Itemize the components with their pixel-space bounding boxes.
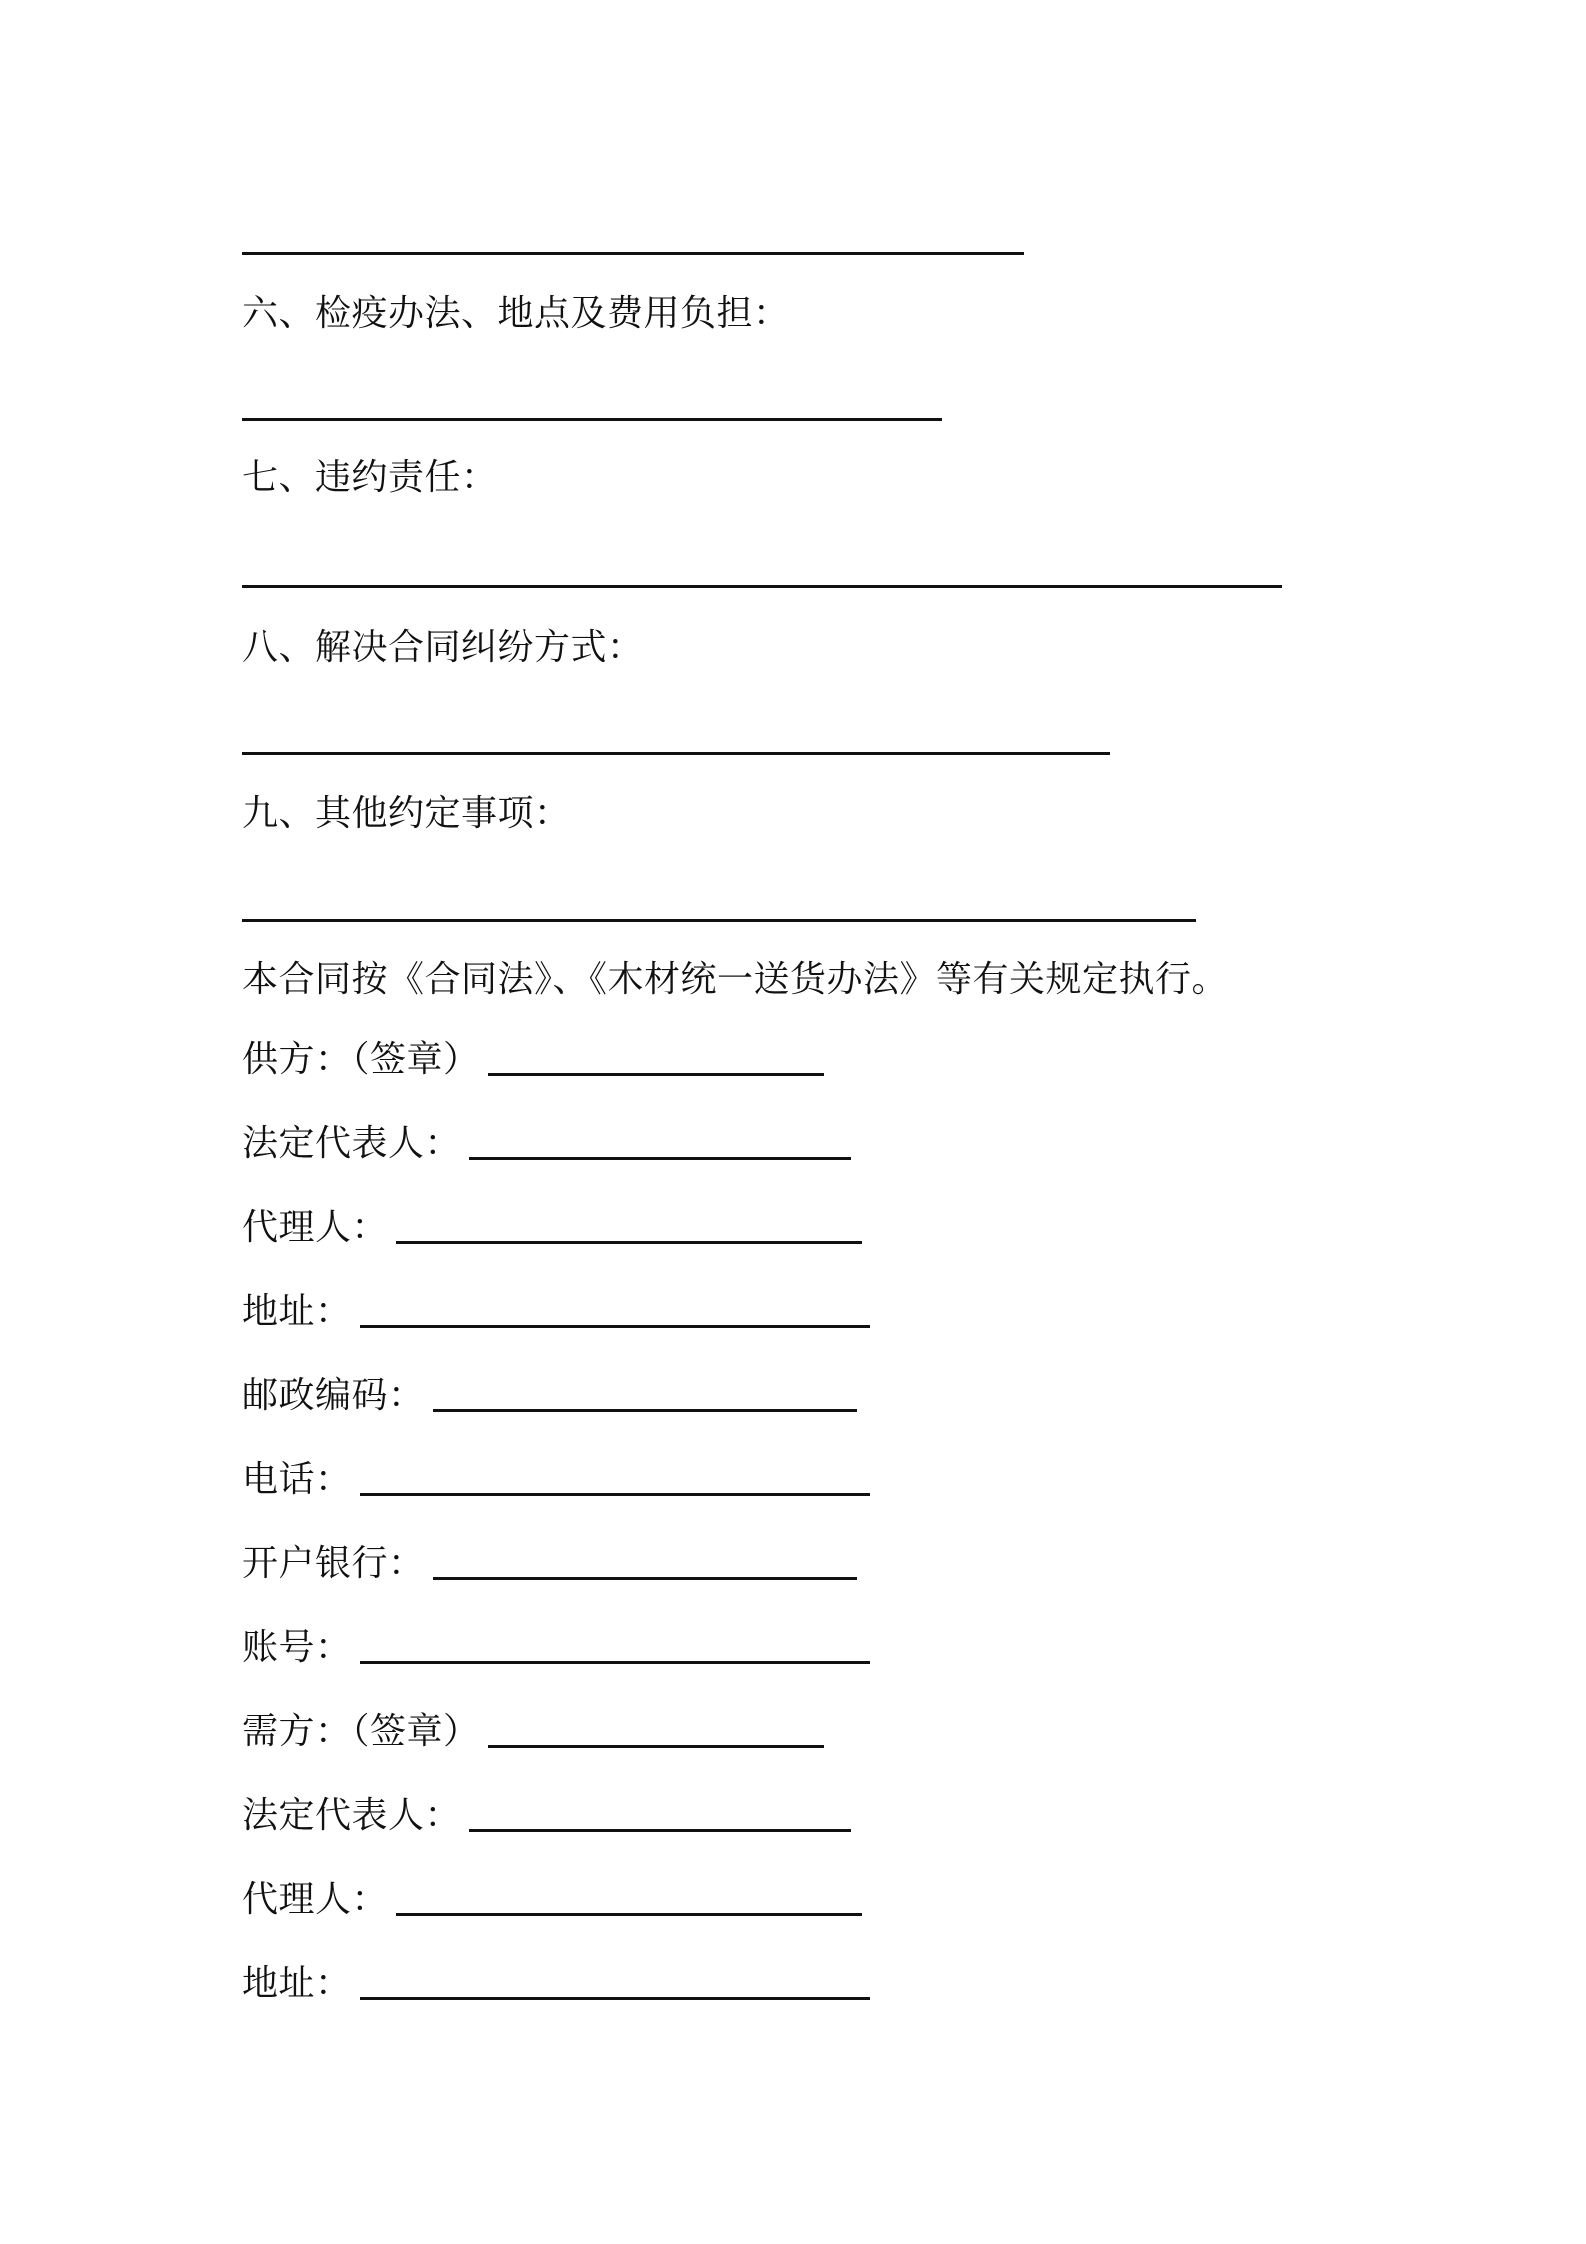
supplier-bank-line[interactable]	[433, 1577, 857, 1580]
supplier-agent-row	[242, 1202, 862, 1250]
supplier-address-label: 地址：	[242, 1291, 352, 1332]
supplier-phone-label: 电话：	[242, 1459, 352, 1500]
supplier-agent-line[interactable]	[396, 1241, 862, 1244]
supplier-account-label: 账号：	[242, 1627, 352, 1668]
supplier-account-row	[242, 1622, 870, 1670]
section-7-answer-line[interactable]	[242, 585, 1282, 588]
supplier-phone-row	[242, 1454, 870, 1502]
section-6-title: 六、检疫办法、地点及费用负担：	[242, 293, 790, 334]
supplier-bank-row	[242, 1538, 857, 1586]
section-9-answer-line[interactable]	[242, 919, 1196, 922]
supplier-legal-rep-line[interactable]	[469, 1157, 851, 1160]
buyer-address-row	[242, 1958, 870, 2006]
buyer-address-label: 地址：	[242, 1963, 352, 2004]
section-9-title: 九、其他约定事项：	[242, 793, 571, 834]
section-8-title: 八、解决合同纠纷方式：	[242, 627, 644, 668]
supplier-account-line[interactable]	[360, 1661, 870, 1664]
buyer-party-label: 需方：（签章）	[242, 1711, 480, 1752]
supplier-legal-rep-row	[242, 1118, 851, 1166]
buyer-legal-rep-label: 法定代表人：	[242, 1795, 462, 1836]
contract-basis-statement: 本合同按《合同法》、《木材统一送货办法》等有关规定执行。	[242, 959, 1229, 1000]
buyer-agent-label: 代理人：	[242, 1879, 389, 1920]
supplier-signature-line[interactable]	[488, 1073, 824, 1076]
supplier-bank-label: 开户银行：	[242, 1543, 425, 1584]
buyer-party-row	[242, 1706, 824, 1754]
supplier-postcode-label: 邮政编码：	[242, 1375, 425, 1416]
supplier-address-row	[242, 1286, 870, 1334]
buyer-agent-row	[242, 1874, 862, 1922]
supplier-address-line[interactable]	[360, 1325, 870, 1328]
section-8-answer-line[interactable]	[242, 752, 1110, 755]
buyer-signature-line[interactable]	[488, 1745, 824, 1748]
supplier-postcode-row	[242, 1370, 857, 1418]
buyer-address-line[interactable]	[360, 1997, 870, 2000]
buyer-legal-rep-row	[242, 1790, 851, 1838]
section-6-answer-line[interactable]	[242, 418, 942, 421]
supplier-phone-line[interactable]	[360, 1493, 870, 1496]
buyer-agent-line[interactable]	[396, 1913, 862, 1916]
supplier-postcode-line[interactable]	[433, 1409, 857, 1412]
supplier-party-row	[242, 1034, 824, 1082]
supplier-legal-rep-label: 法定代表人：	[242, 1123, 462, 1164]
section-5-answer-line[interactable]	[242, 252, 1024, 255]
supplier-party-label: 供方：（签章）	[242, 1039, 480, 1080]
buyer-legal-rep-line[interactable]	[469, 1829, 851, 1832]
supplier-agent-label: 代理人：	[242, 1207, 389, 1248]
section-7-title: 七、违约责任：	[242, 457, 498, 498]
